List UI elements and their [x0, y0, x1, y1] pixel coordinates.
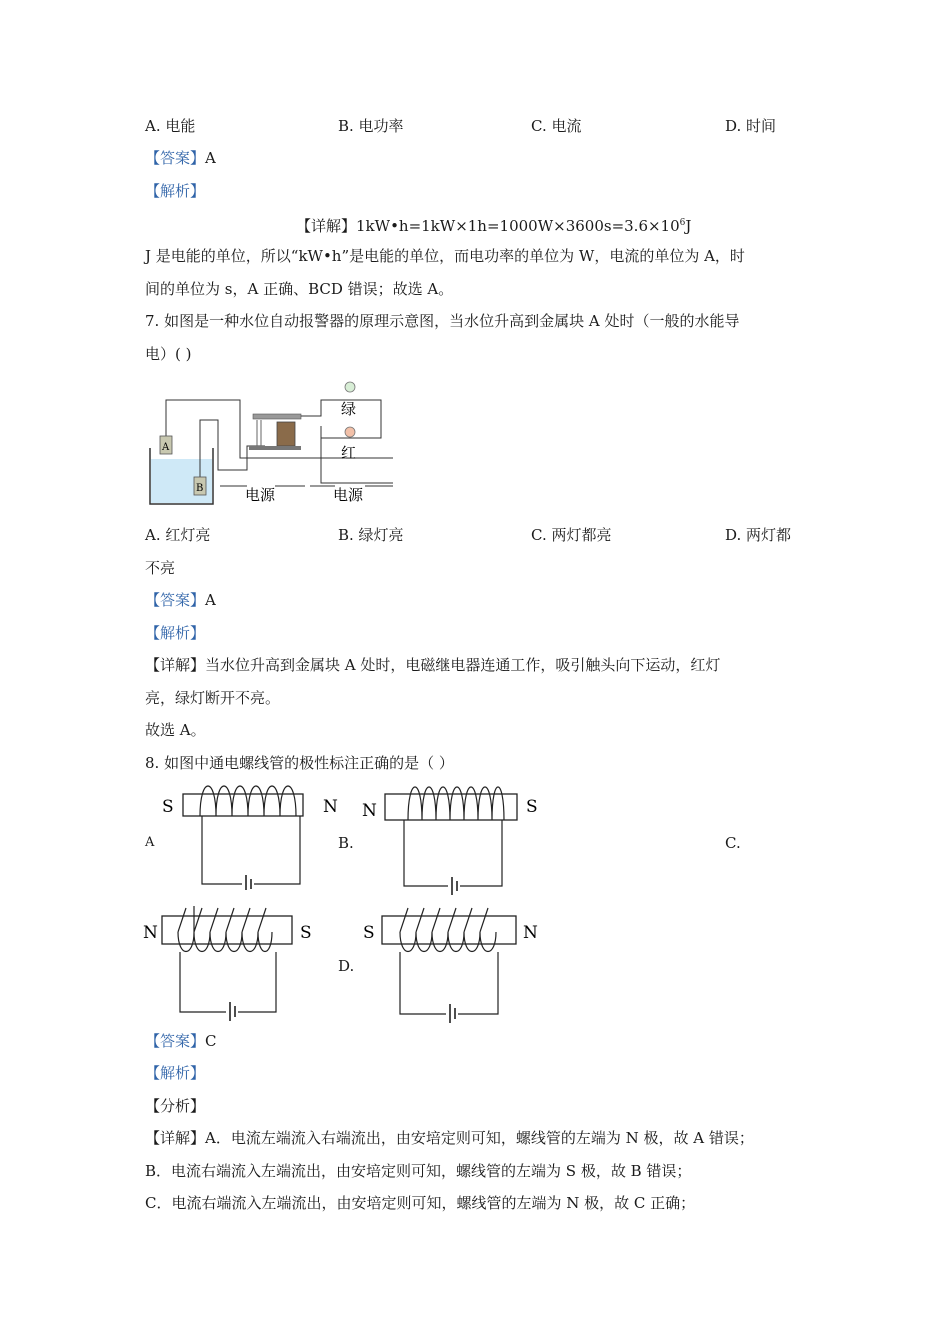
relay-spring	[257, 420, 261, 446]
q7-option-c: C. 两灯都亮	[531, 526, 612, 544]
q8-detail-a-text: A．电流左端流入右端流出，由安培定则可知，螺线管的左端为 N 极，故 A 错误；	[205, 1129, 754, 1147]
q7-option-a: A. 红灯亮	[145, 526, 211, 544]
q8-answer-line	[145, 1031, 217, 1051]
metal-block-a-label: A	[162, 442, 170, 453]
answer-tag: 【答案】	[145, 149, 206, 167]
q7-analysis-tag: 【解析】	[145, 624, 206, 642]
q6-detail-formula: 1kW•h=1kW×1h=1000W×3600s=3.6×10	[356, 217, 680, 235]
q6-option-b: B. 电功率	[338, 117, 404, 135]
q7-option-d: D. 两灯都	[725, 526, 792, 544]
solenoid-figure-c	[142, 902, 322, 1022]
red-lamp-label: 红	[341, 444, 357, 462]
q6-explain-line1: J 是电能的单位，所以“kW•h”是电能的单位，而电功率的单位为 W，电流的单位为 A，时	[145, 247, 745, 265]
solenoid-coil	[178, 906, 272, 952]
circuit-wire	[202, 816, 300, 884]
battery-icon	[450, 1004, 455, 1023]
q7-detail-line1	[145, 655, 720, 675]
detail-tag: 【详解】	[145, 1129, 206, 1147]
solenoid-coil	[408, 787, 504, 820]
q8-option-a-label: A	[145, 835, 155, 850]
q7-option-b: B. 绿灯亮	[338, 526, 404, 544]
red-lamp-icon	[345, 427, 355, 437]
q7-detail-line2: 亮，绿灯断开不亮。	[145, 689, 281, 707]
circuit-wire	[400, 952, 498, 1014]
q6-option-c: C. 电流	[531, 117, 582, 135]
relay-armature	[253, 414, 301, 419]
q7-conclusion: 故选 A。	[145, 721, 206, 739]
answer-tag: 【答案】	[145, 1032, 206, 1050]
q8-answer: C	[205, 1032, 217, 1050]
answer-tag: 【答案】	[145, 591, 206, 609]
pole-left-label: N	[143, 923, 158, 943]
power-source-2-label: 电源	[333, 486, 364, 504]
q8-stem: 8. 如图中通电螺线管的极性标注正确的是（ ）	[145, 754, 454, 772]
solenoid-coil	[200, 786, 296, 816]
pole-left-label: N	[362, 801, 377, 821]
green-lamp-label: 绿	[341, 400, 357, 418]
q6-analysis-tag: 【解析】	[145, 182, 206, 200]
pole-right-label: N	[323, 797, 338, 817]
detail-tag: 【详解】	[145, 656, 206, 674]
circuit-wire	[180, 952, 276, 1012]
q6-detail-unit: J	[685, 217, 692, 235]
battery-icon	[452, 877, 457, 895]
relay-base	[249, 446, 301, 450]
green-lamp-icon	[345, 382, 355, 392]
q8-option-b-label: B.	[338, 834, 354, 852]
q6-detail-exponent: 6	[679, 218, 686, 228]
circuit-wire	[404, 820, 502, 886]
q8-detail-a	[145, 1128, 754, 1148]
solenoid-figure-a	[160, 780, 345, 890]
q6-explain-line2: 间的单位为 s，A 正确、BCD 错误；故选 A。	[145, 280, 454, 298]
solenoid-figure-d	[360, 902, 545, 1024]
metal-block-b-label: B	[196, 483, 204, 494]
q8-detail-b: B．电流右端流入左端流出，由安培定则可知，螺线管的左端为 S 极，故 B 错误；	[145, 1162, 692, 1180]
q7-option-d-continued: 不亮	[145, 559, 176, 577]
q6-answer: A	[205, 149, 216, 167]
pole-right-label: N	[523, 923, 538, 943]
relay-coil	[277, 422, 295, 446]
q7-answer: A	[205, 591, 216, 609]
q7-stem-line1: 7. 如图是一种水位自动报警器的原理示意图，当水位升高到金属块 A 处时（一般的水能导	[145, 312, 740, 330]
power-source-1-label: 电源	[245, 486, 276, 504]
detail-tag: 【详解】	[296, 217, 357, 235]
q6-answer-line	[145, 148, 216, 168]
q8-analysis-tag: 【解析】	[145, 1064, 206, 1082]
q8-detail-c: C．电流右端流入左端流出，由安培定则可知，螺线管的左端为 N 极，故 C 正确；	[145, 1194, 696, 1212]
pole-right-label: S	[300, 923, 312, 943]
q6-option-a: A. 电能	[145, 117, 196, 135]
battery-icon	[230, 1002, 235, 1021]
solenoid-figure-b	[360, 780, 545, 895]
lamp-supply-wire	[321, 438, 393, 483]
water-alarm-figure	[145, 378, 395, 508]
pole-left-label: S	[363, 923, 375, 943]
q6-detail-formula-line	[296, 213, 691, 236]
q8-option-c-label: C.	[725, 834, 741, 852]
q8-fenxi-tag: 【分析】	[145, 1097, 206, 1115]
q8-option-d-label: D.	[338, 957, 355, 975]
battery-icon	[246, 875, 251, 890]
pole-right-label: S	[526, 797, 538, 817]
pole-left-label: S	[162, 797, 174, 817]
q6-option-d: D. 时间	[725, 117, 777, 135]
q7-stem-line2: 电）( )	[145, 345, 192, 363]
solenoid-coil	[400, 908, 496, 952]
q7-detail-text: 当水位升高到金属块 A 处时，电磁继电器连通工作，吸引触头向下运动，红灯	[205, 656, 721, 674]
q7-answer-line	[145, 590, 216, 610]
